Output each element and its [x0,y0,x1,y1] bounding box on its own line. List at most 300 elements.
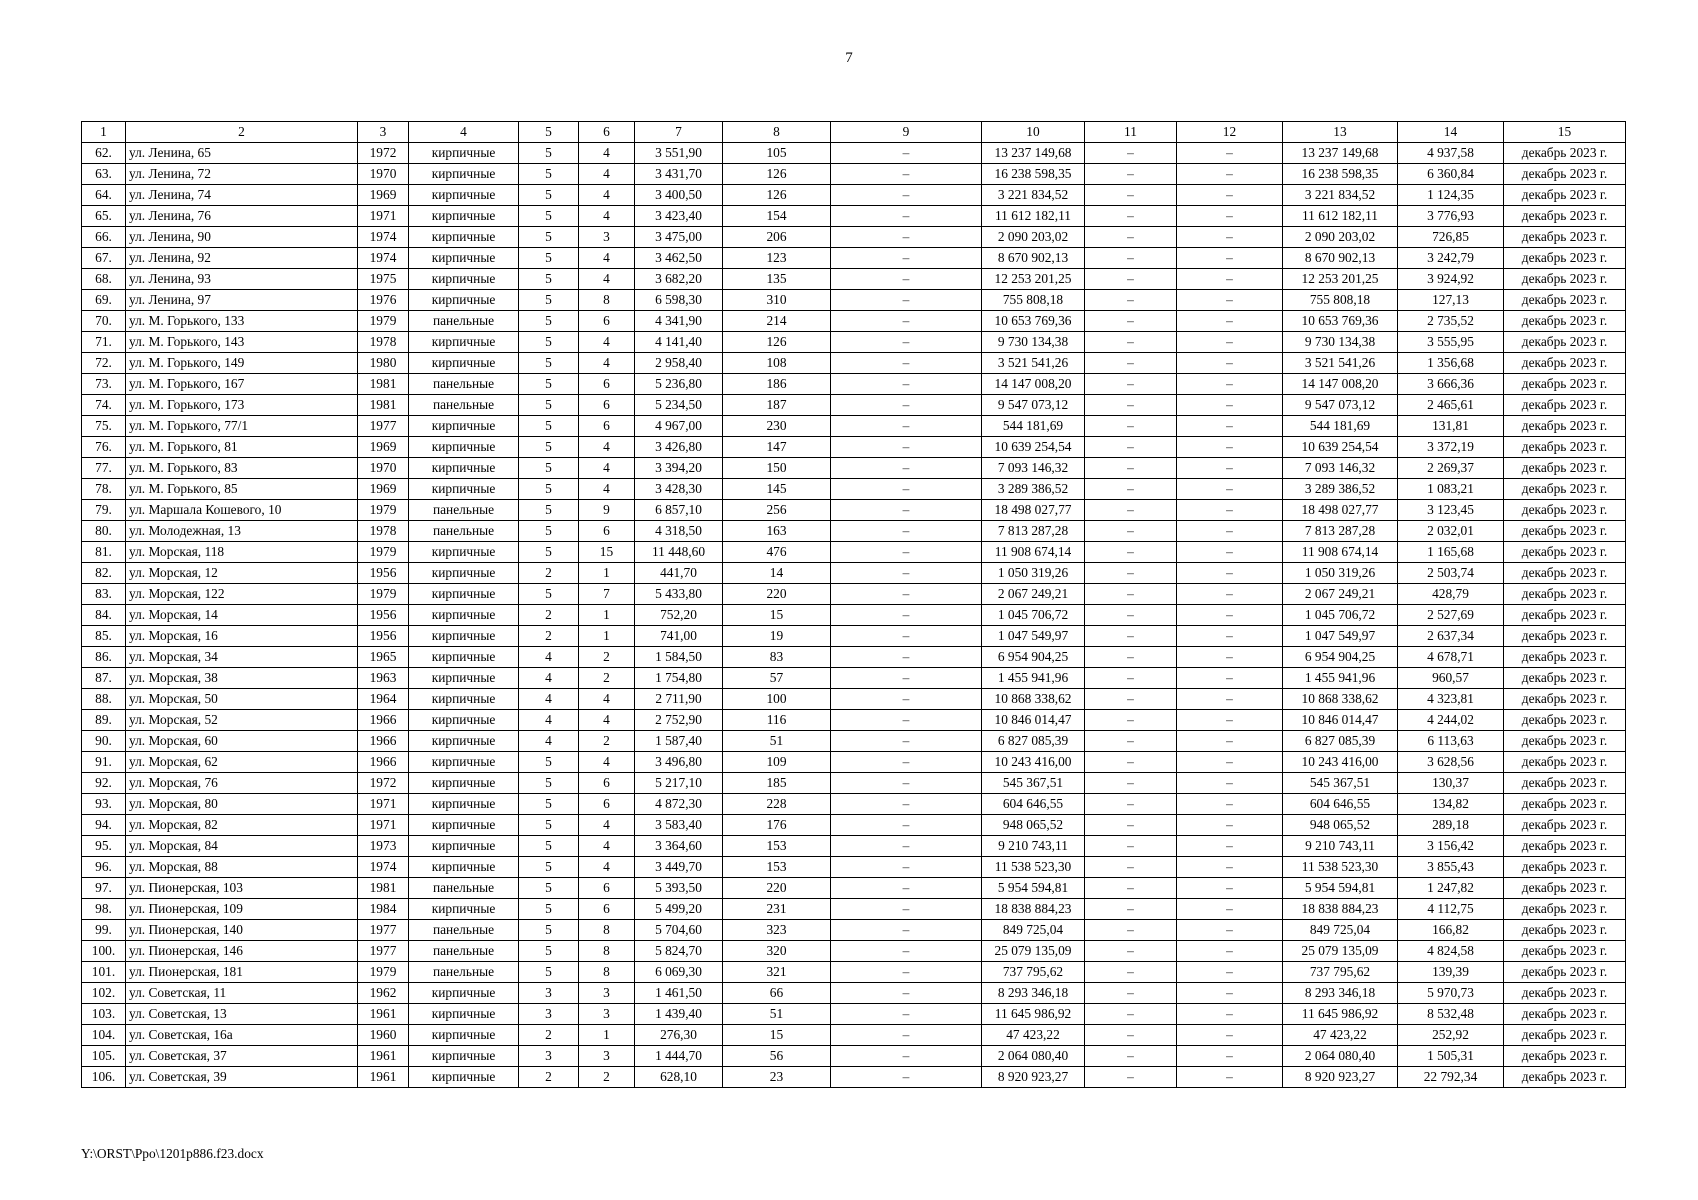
table-cell: – [1085,479,1177,500]
table-cell: ул. М. Горького, 167 [126,374,358,395]
table-cell: – [831,185,982,206]
table-cell: – [1177,1025,1283,1046]
table-cell: 1 455 941,96 [982,668,1085,689]
table-cell: – [1177,878,1283,899]
table-cell: ул. Морская, 84 [126,836,358,857]
table-cell: – [831,332,982,353]
table-row [82,500,1626,521]
table-cell: 12 253 201,25 [982,269,1085,290]
table-cell: 2 711,90 [635,689,723,710]
table-cell: 228 [723,794,831,815]
table-cell: декабрь 2023 г. [1504,647,1626,668]
table-cell: 2 [579,668,635,689]
table-cell: 10 846 014,47 [982,710,1085,731]
table-cell: кирпичные [409,143,519,164]
table-cell: декабрь 2023 г. [1504,584,1626,605]
table-cell: – [1177,584,1283,605]
table-cell: ул. Советская, 16а [126,1025,358,1046]
table-cell: 849 725,04 [982,920,1085,941]
table-cell: 6 [579,395,635,416]
table-cell: 7 813 287,28 [982,521,1085,542]
table-cell: – [1085,752,1177,773]
table-cell: 6 [579,773,635,794]
table-cell: – [831,143,982,164]
column-header: 12 [1177,122,1283,143]
table-cell: ул. Морская, 80 [126,794,358,815]
table-cell: 1 505,31 [1398,1046,1504,1067]
table-cell: 5 [519,206,579,227]
table-cell: декабрь 2023 г. [1504,500,1626,521]
table-cell: 3 551,90 [635,143,723,164]
table-row [82,206,1626,227]
table-cell: 752,20 [635,605,723,626]
table-cell: 10 639 254,54 [982,437,1085,458]
table-cell: 9 210 743,11 [982,836,1085,857]
table-cell: – [1177,731,1283,752]
table-cell: декабрь 2023 г. [1504,752,1626,773]
table-cell: 3 423,40 [635,206,723,227]
table-cell: кирпичные [409,584,519,605]
table-cell: – [831,626,982,647]
table-cell: 5 970,73 [1398,983,1504,1004]
table-cell: 131,81 [1398,416,1504,437]
table-cell: – [1177,605,1283,626]
table-cell: 1 050 319,26 [1283,563,1398,584]
table-row [82,731,1626,752]
table-cell: – [831,689,982,710]
table-cell: 1962 [358,983,409,1004]
table-cell: – [1085,1004,1177,1025]
table-cell: 1969 [358,479,409,500]
table-cell: 6 954 904,25 [1283,647,1398,668]
table-cell: – [1085,899,1177,920]
table-cell: 9 [579,500,635,521]
table-cell: 1 754,80 [635,668,723,689]
table-cell: – [1177,710,1283,731]
table-cell: – [831,395,982,416]
table-cell: 3 855,43 [1398,857,1504,878]
table-cell: 8 [579,941,635,962]
table-cell: 101. [82,962,126,983]
table-cell: 8 [579,920,635,941]
table-cell: 126 [723,164,831,185]
table-cell: – [1177,248,1283,269]
table-cell: – [1177,794,1283,815]
table-cell: 1971 [358,794,409,815]
table-cell: 65. [82,206,126,227]
table-cell: 2 [579,647,635,668]
table-cell: 72. [82,353,126,374]
table-cell: ул. Морская, 122 [126,584,358,605]
table-cell: – [1085,311,1177,332]
column-header: 7 [635,122,723,143]
table-cell: 10 639 254,54 [1283,437,1398,458]
table-cell: ул. Ленина, 76 [126,206,358,227]
table-cell: 1956 [358,626,409,647]
table-cell: 960,57 [1398,668,1504,689]
table-cell: – [1085,815,1177,836]
table-cell: ул. М. Горького, 173 [126,395,358,416]
table-cell: 79. [82,500,126,521]
table-cell: 123 [723,248,831,269]
table-cell: декабрь 2023 г. [1504,164,1626,185]
table-cell: 5 [519,374,579,395]
table-cell: 4 [519,689,579,710]
table-cell: 544 181,69 [1283,416,1398,437]
table-cell: 3 394,20 [635,458,723,479]
housing-table [81,121,1626,1088]
table-cell: 3 156,42 [1398,836,1504,857]
table-cell: 323 [723,920,831,941]
table-cell: декабрь 2023 г. [1504,878,1626,899]
table-cell: 2 064 080,40 [982,1046,1085,1067]
table-cell: – [831,647,982,668]
table-row [82,584,1626,605]
table-cell: панельные [409,311,519,332]
table-cell: 3 583,40 [635,815,723,836]
table-cell: 4 872,30 [635,794,723,815]
table-cell: 3 449,70 [635,857,723,878]
column-header: 3 [358,122,409,143]
table-cell: – [831,290,982,311]
table-cell: 57 [723,668,831,689]
table-cell: 84. [82,605,126,626]
column-header: 11 [1085,122,1177,143]
table-cell: кирпичные [409,290,519,311]
table-cell: – [1085,794,1177,815]
table-cell: 5 [519,353,579,374]
table-cell: – [831,458,982,479]
table-cell: кирпичные [409,269,519,290]
table-cell: 4 [579,206,635,227]
table-cell: 737 795,62 [1283,962,1398,983]
table-row [82,248,1626,269]
table-cell: – [1085,878,1177,899]
table-cell: 153 [723,836,831,857]
table-cell: – [1177,1004,1283,1025]
table-cell: ул. Ленина, 74 [126,185,358,206]
table-cell: – [831,437,982,458]
table-cell: декабрь 2023 г. [1504,710,1626,731]
table-cell: 94. [82,815,126,836]
table-cell: – [1085,248,1177,269]
table-cell: 96. [82,857,126,878]
table-cell: 5 [519,542,579,563]
table-cell: 15 [723,605,831,626]
table-cell: – [831,563,982,584]
table-cell: 4 318,50 [635,521,723,542]
table-cell: 15 [723,1025,831,1046]
table-cell: 5 [519,920,579,941]
table-cell: 14 [723,563,831,584]
column-header: 6 [579,122,635,143]
table-cell: 74. [82,395,126,416]
table-cell: 10 243 416,00 [1283,752,1398,773]
table-cell: декабрь 2023 г. [1504,290,1626,311]
table-cell: 18 498 027,77 [982,500,1085,521]
table-cell: кирпичные [409,1004,519,1025]
table-cell: 9 547 073,12 [1283,395,1398,416]
table-cell: 16 238 598,35 [1283,164,1398,185]
table-cell: ул. М. Горького, 83 [126,458,358,479]
table-cell: 252,92 [1398,1025,1504,1046]
table-cell: 88. [82,689,126,710]
table-row [82,332,1626,353]
table-cell: 2 465,61 [1398,395,1504,416]
table-cell: декабрь 2023 г. [1504,731,1626,752]
table-cell: ул. Пионерская, 146 [126,941,358,962]
table-cell: кирпичные [409,815,519,836]
table-cell: 11 908 674,14 [1283,542,1398,563]
table-cell: 1 047 549,97 [982,626,1085,647]
table-cell: – [1177,164,1283,185]
table-cell: декабрь 2023 г. [1504,395,1626,416]
table-row [82,1025,1626,1046]
table-cell: 3 221 834,52 [982,185,1085,206]
table-cell: 4 [579,752,635,773]
table-cell: 4 341,90 [635,311,723,332]
table-cell: 5 [519,584,579,605]
table-cell: 5 [519,458,579,479]
table-cell: – [831,353,982,374]
table-cell: 83. [82,584,126,605]
table-cell: декабрь 2023 г. [1504,185,1626,206]
table-cell: кирпичные [409,983,519,1004]
table-cell: – [1085,353,1177,374]
table-cell: 4 [579,248,635,269]
table-cell: ул. Морская, 82 [126,815,358,836]
table-cell: 95. [82,836,126,857]
table-cell: панельные [409,500,519,521]
table-cell: 4 [579,164,635,185]
table-row [82,1067,1626,1088]
table-cell: 78. [82,479,126,500]
table-cell: кирпичные [409,479,519,500]
table-cell: 2 064 080,40 [1283,1046,1398,1067]
table-cell: ул. М. Горького, 77/1 [126,416,358,437]
table-cell: 6 954 904,25 [982,647,1085,668]
column-header: 4 [409,122,519,143]
table-cell: ул. Ленина, 97 [126,290,358,311]
table-cell: – [1085,584,1177,605]
table-cell: 231 [723,899,831,920]
table-cell: 544 181,69 [982,416,1085,437]
table-cell: – [831,605,982,626]
table-cell: 3 666,36 [1398,374,1504,395]
table-row [82,1004,1626,1025]
table-cell: ул. М. Горького, 85 [126,479,358,500]
table-cell: 220 [723,584,831,605]
table-cell: – [1085,500,1177,521]
table-cell: 9 730 134,38 [1283,332,1398,353]
table-cell: ул. Морская, 12 [126,563,358,584]
table-cell: декабрь 2023 г. [1504,983,1626,1004]
table-row [82,311,1626,332]
table-cell: 9 210 743,11 [1283,836,1398,857]
table-cell: 47 423,22 [1283,1025,1398,1046]
table-cell: 5 [519,794,579,815]
table-row [82,941,1626,962]
table-cell: 1979 [358,584,409,605]
table-cell: декабрь 2023 г. [1504,1067,1626,1088]
table-cell: ул. Пионерская, 140 [126,920,358,941]
table-cell: 8 670 902,13 [1283,248,1398,269]
table-cell: 8 [579,962,635,983]
table-cell: 4 [579,143,635,164]
table-body [82,143,1626,1088]
table-cell: – [1085,269,1177,290]
table-cell: 755 808,18 [982,290,1085,311]
table-cell: декабрь 2023 г. [1504,668,1626,689]
table-cell: – [1177,899,1283,920]
table-cell: декабрь 2023 г. [1504,353,1626,374]
table-cell: ул. Советская, 37 [126,1046,358,1067]
table-cell: 135 [723,269,831,290]
table-row [82,437,1626,458]
table-row [82,689,1626,710]
table-cell: – [831,479,982,500]
table-cell: – [1177,668,1283,689]
table-cell: – [1177,269,1283,290]
table-cell: 3 289 386,52 [982,479,1085,500]
table-cell: декабрь 2023 г. [1504,899,1626,920]
table-cell: – [1177,458,1283,479]
table-cell: 71. [82,332,126,353]
table-row [82,395,1626,416]
table-cell: 1975 [358,269,409,290]
table-cell: декабрь 2023 г. [1504,248,1626,269]
table-cell: 5 [519,521,579,542]
table-cell: – [831,962,982,983]
table-cell: – [1085,836,1177,857]
table-cell: декабрь 2023 г. [1504,920,1626,941]
table-cell: ул. Морская, 62 [126,752,358,773]
table-cell: 10 243 416,00 [982,752,1085,773]
table-cell: 321 [723,962,831,983]
table-row [82,542,1626,563]
table-cell: 1973 [358,836,409,857]
table-cell: 10 868 338,62 [1283,689,1398,710]
table-cell: 64. [82,185,126,206]
table-cell: 3 521 541,26 [982,353,1085,374]
table-cell: 8 670 902,13 [982,248,1085,269]
table-cell: 66 [723,983,831,1004]
table-cell: 18 838 884,23 [1283,899,1398,920]
table-cell: 214 [723,311,831,332]
table-cell: кирпичные [409,836,519,857]
table-row [82,353,1626,374]
table-cell: панельные [409,395,519,416]
table-cell: 5 [519,227,579,248]
table-cell: 1971 [358,206,409,227]
table-cell: 2 [519,1025,579,1046]
table-cell: 5 499,20 [635,899,723,920]
table-cell: 11 645 986,92 [982,1004,1085,1025]
table-cell: – [1085,647,1177,668]
table-cell: – [1085,1046,1177,1067]
table-cell: 604 646,55 [1283,794,1398,815]
table-cell: 8 293 346,18 [1283,983,1398,1004]
table-cell: декабрь 2023 г. [1504,773,1626,794]
table-row [82,794,1626,815]
table-cell: 2 [579,731,635,752]
table-cell: ул. Пионерская, 103 [126,878,358,899]
table-cell: 3 400,50 [635,185,723,206]
table-cell: – [1177,815,1283,836]
table-cell: панельные [409,374,519,395]
table-cell: 25 079 135,09 [982,941,1085,962]
table-cell: 4 [519,731,579,752]
table-row [82,857,1626,878]
table-cell: 4 [519,647,579,668]
table-cell: 16 238 598,35 [982,164,1085,185]
table-cell: 4 [579,836,635,857]
table-cell: – [831,1004,982,1025]
table-cell: – [831,878,982,899]
table-row [82,710,1626,731]
table-cell: кирпичные [409,626,519,647]
table-cell: 1956 [358,563,409,584]
table-cell: 166,82 [1398,920,1504,941]
table-cell: ул. Молодежная, 13 [126,521,358,542]
table-cell: – [831,416,982,437]
table-cell: – [831,248,982,269]
column-header: 9 [831,122,982,143]
table-cell: 3 [519,1004,579,1025]
table-cell: 153 [723,857,831,878]
table-cell: – [1085,1025,1177,1046]
table-cell: декабрь 2023 г. [1504,689,1626,710]
table-cell: – [1177,143,1283,164]
table-cell: ул. Ленина, 90 [126,227,358,248]
table-row [82,458,1626,479]
table-cell: 1 587,40 [635,731,723,752]
table-cell: – [831,311,982,332]
table-cell: – [1085,143,1177,164]
table-cell: 4 323,81 [1398,689,1504,710]
table-cell: 5 704,60 [635,920,723,941]
table-cell: – [831,269,982,290]
table-cell: 11 448,60 [635,542,723,563]
table-cell: декабрь 2023 г. [1504,962,1626,983]
table-cell: 8 293 346,18 [982,983,1085,1004]
table-cell: – [1085,227,1177,248]
table-cell: – [1085,983,1177,1004]
table-cell: – [831,374,982,395]
table-cell: 11 538 523,30 [982,857,1085,878]
table-cell: 220 [723,878,831,899]
table-cell: ул. Ленина, 93 [126,269,358,290]
table-cell: 139,39 [1398,962,1504,983]
table-cell: 1 [579,563,635,584]
table-cell: 105 [723,143,831,164]
table-cell: 1 455 941,96 [1283,668,1398,689]
table-cell: – [1085,668,1177,689]
table-row [82,815,1626,836]
table-cell: 3 431,70 [635,164,723,185]
table-cell: ул. Морская, 88 [126,857,358,878]
table-cell: 127,13 [1398,290,1504,311]
table-cell: 1964 [358,689,409,710]
table-cell: 3 682,20 [635,269,723,290]
table-cell: 116 [723,710,831,731]
table-cell: – [1085,521,1177,542]
table-cell: кирпичные [409,248,519,269]
table-cell: декабрь 2023 г. [1504,941,1626,962]
table-cell: декабрь 2023 г. [1504,626,1626,647]
table-cell: 5 [519,437,579,458]
table-cell: 5 217,10 [635,773,723,794]
